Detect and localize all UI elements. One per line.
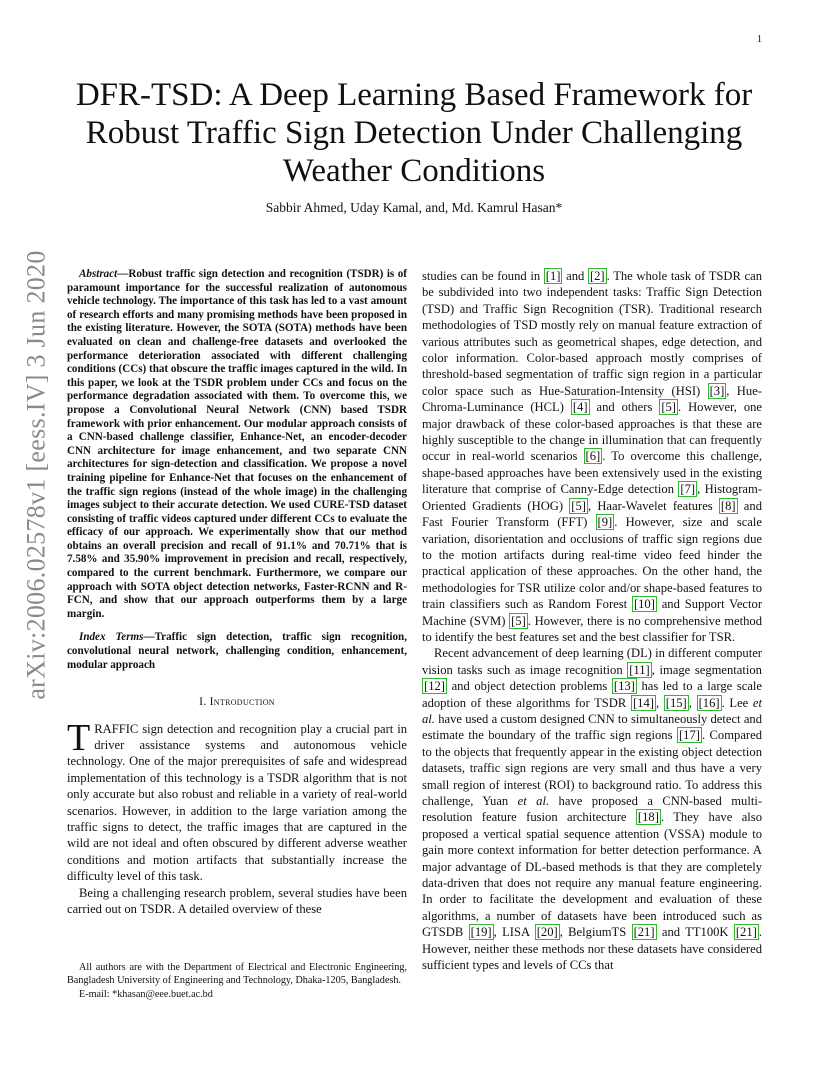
title-line: Robust Traffic Sign Detection Under Challenging bbox=[85, 115, 743, 151]
footnote bbox=[67, 962, 407, 1002]
text-run: and Fast Fourier Transform (FFT) bbox=[422, 498, 762, 530]
text-run: have proposed a CNN-based multi-resolution feature fusion architecture bbox=[422, 794, 763, 825]
right-paragraph-1 bbox=[422, 268, 762, 645]
left-column bbox=[67, 268, 407, 918]
citation-link[interactable]: [21] bbox=[735, 925, 757, 940]
text-run: and object detection problems bbox=[446, 679, 612, 694]
citation-link[interactable]: [11] bbox=[629, 662, 650, 677]
text-run: . However, there is no comprehensive method to identify the best features set and the best classifier for TSR. bbox=[422, 613, 762, 644]
citation-link[interactable]: [4] bbox=[572, 400, 588, 415]
arxiv-stamp bbox=[14, 250, 60, 700]
citation-link[interactable]: [19] bbox=[470, 925, 492, 940]
author-list: Sabbir Ahmed, Uday Kamal, and, Md. Kamrul Hasan* bbox=[265, 200, 563, 215]
text-run: , BelgiumTS bbox=[559, 925, 632, 940]
citation-link[interactable]: [12] bbox=[424, 679, 445, 694]
text-run: . The whole task of TSDR can be subdivided into two independent tasks: Traffic Sign Detection (TSD) and Traffic Sign Recognition (TSR). Traditional research methodologies of TSD mostly rely on manual feature extraction of various attributes such as geometrical shapes, edge detection, and color information. Color-based approach mostly comprises of threshold-based segmentation of traffic sign region in a particular color space such as Hue-Saturation-Intensity (HSI) bbox=[422, 269, 763, 398]
text-run: studies can be found in bbox=[422, 269, 544, 283]
text-run: . However, one major drawback of these color-based approaches is that these are highly susceptible to the change in illumination that can frequently occur in real-world scenarios bbox=[422, 400, 762, 464]
right-column bbox=[422, 268, 762, 973]
text-run: . However, size and scale variation, disorientation and occlusions of traffic sign regions due to the motion artifacts during real-time video feed hinder the practical application of these approaches. On the other hand, the methodologies for TSR utilize color and/or shape-based features to train classifiers such as Random Forest bbox=[422, 515, 762, 612]
text-run: . They have also proposed a vertical spatial sequence attention (VSSA) module to gain more context information for better detection performance. A major advantage of DL-based methods is that they are completely data-driven that does not require any manual feature engineering. In order to facilitate the development and evaluation of these algorithms, a number of datasets have been introduced such as GTSDB bbox=[422, 810, 762, 940]
text-run: and bbox=[562, 269, 588, 283]
text-run: have used a custom designed CNN to simultaneously detect and estimate the boundary of the traffic sign regions bbox=[422, 711, 762, 743]
text-run: . However, neither these methods nor these datasets have considered sufficient types and levels of CCs that bbox=[422, 925, 762, 973]
citation-link[interactable]: [9] bbox=[597, 515, 613, 530]
intro-first-word: RAFFIC bbox=[94, 721, 139, 736]
paper-title bbox=[60, 76, 768, 190]
citation-link[interactable]: [16] bbox=[698, 695, 720, 710]
citation-link[interactable]: [2] bbox=[589, 269, 605, 283]
text-run: Recent advancement of deep learning (DL) in different computer vision tasks such as image recognition bbox=[422, 646, 762, 677]
text-run: , Haar-Wavelet features bbox=[587, 498, 719, 513]
title-line: Weather Conditions bbox=[282, 153, 546, 189]
text-run: , bbox=[688, 695, 697, 710]
citation-link[interactable]: [14] bbox=[632, 695, 654, 710]
text-run: and others bbox=[589, 400, 660, 415]
page-number: 1 bbox=[757, 34, 762, 45]
citation-link[interactable]: [1] bbox=[545, 269, 561, 283]
text-run: . To overcome this challenge, shape-based approaches have been extensively used in the existing literature that comprise of Canny-Edge detection bbox=[422, 449, 762, 497]
text-run: , bbox=[655, 695, 664, 710]
intro-paragraph bbox=[67, 716, 407, 885]
text-run: and Support Vector Machine (SVM) bbox=[422, 597, 763, 628]
text-run: , image segmentation bbox=[651, 662, 762, 677]
citation-link[interactable]: [13] bbox=[613, 679, 635, 694]
text-run: and TT100K bbox=[656, 925, 734, 940]
arxiv-stamp-text: arXiv:2006.02578v1 [eess.IV] 3 Jun 2020 bbox=[22, 250, 51, 700]
et-al: et al. bbox=[517, 794, 550, 808]
abstract bbox=[67, 268, 407, 621]
text-run: . Compared to the objects that frequently appear in the existing object detection datasets, traffic sign regions are very small and thus have a very small region of interest (ROI) to background ratio. To address this challenge, Yuan bbox=[422, 728, 762, 808]
intro-text: sign detection and recognition play a crucial part in driver assistance systems and autonomous vehicle technology. One of the major prerequisites of safe and widespread implementation of this technology is a TSDR algorithm that is not only accurate but also robust and reliable in a variety of real-world scenarios. However, in addition to the large variation among the traffic signs to detect, the traffic images that are captured in the wild are not ideal and often obscured by different adverse weather conditions and motion artifacts that substantially increase the difficulty level of this task. bbox=[67, 721, 407, 884]
citation-link[interactable]: [20] bbox=[536, 925, 558, 940]
citation-link[interactable]: [18] bbox=[637, 810, 659, 825]
text-run: . Lee bbox=[721, 695, 753, 710]
footnote-email: E-mail: *khasan@eee.buet.ac.bd bbox=[79, 989, 213, 1001]
citation-link[interactable]: [5] bbox=[511, 613, 526, 628]
text-run: , Hue-Chroma-Luminance (HCL) bbox=[422, 383, 762, 415]
citation-link[interactable]: [17] bbox=[678, 728, 700, 743]
text-run: has led to a large scale adoption of these algorithms for TSDR bbox=[422, 679, 763, 710]
citation-link[interactable]: [5] bbox=[571, 498, 586, 513]
citation-link[interactable]: [21] bbox=[633, 925, 655, 940]
citation-link[interactable]: [15] bbox=[665, 695, 687, 710]
index-terms-text: —Traffic sign detection, traffic sign recognition, convolutional neural network, challenging condition, enhancement, modular approach bbox=[67, 631, 408, 671]
footnote-affiliation: All authors are with the Department of Electrical and Electronic Engineering, Bangladesh University of Engineering and Technology, Dhaka-1205, Bangladesh. bbox=[67, 962, 407, 986]
citation-link[interactable]: [3] bbox=[709, 383, 725, 398]
citation-link[interactable]: [10] bbox=[633, 597, 655, 612]
citation-link[interactable]: [7] bbox=[680, 482, 696, 497]
abstract-text: —Robust traffic sign detection and recognition (TSDR) is of paramount importance for the successful realization of autonomous vehicle technology. The importance of this task has led to a vast amount of research efforts and many promising methods have been proposed in the existing literature. However, the SOTA (SOTA) methods have been evaluated on clean and challenge-free datasets and overlooked the performance deterioration associated with different challenging conditions (CCs) that obscure the traffic images captured in the wild. In this paper, we look at the TSDR problem under CCs and focus on the performance degradation associated with them. To overcome this, we propose a Convolutional Neural Network (CNN) based TSDR framework with prior enhancement. Our modular approach consists of a CNN-based challenge classifier, Enhance-Net, an encoder-decoder CNN architecture for image enhancement, and two separate CNN architectures for sign-detection and classification. We propose a novel training pipeline for Enhance-Net that focuses on the enhancement of the traffic sign regions (instead of the whole image) in the challenging images subject to their accurate detection. We used CURE-TSD dataset consisting of traffic videos captured under different CCs to evaluate the efficacy of our approach. We experimentally show that our method obtains an overall precision and recall of 91.1% and 70.71% that is 7.58% and 35.90% improvement in precision and recall, respectively, compared to the current benchmark. Furthermore, we compare our approach with SOTA object detection networks, Faster-RCNN and R-FCN, and show that our approach outperforms them by a large margin. bbox=[67, 268, 407, 620]
text-run: , Histogram-Oriented Gradients (HOG) bbox=[422, 482, 762, 513]
intro-paragraph-2: Being a challenging research problem, several studies have been carried out on TSDR. A detailed overview of these bbox=[67, 885, 407, 917]
index-terms-label: Index Terms bbox=[79, 631, 144, 644]
section-heading: I. Introduction bbox=[199, 695, 275, 709]
citation-link[interactable]: [6] bbox=[585, 449, 601, 464]
title-line: DFR-TSD: A Deep Learning Based Framework for bbox=[75, 77, 753, 113]
et-al: et al. bbox=[422, 695, 763, 726]
drop-cap: T bbox=[67, 716, 91, 759]
citation-link[interactable]: [5] bbox=[661, 400, 676, 415]
right-paragraph-2 bbox=[422, 645, 762, 973]
text-run: , LISA bbox=[493, 925, 535, 940]
index-terms bbox=[67, 631, 407, 672]
citation-link[interactable]: [8] bbox=[720, 498, 736, 513]
abstract-label: Abstract bbox=[79, 268, 118, 280]
